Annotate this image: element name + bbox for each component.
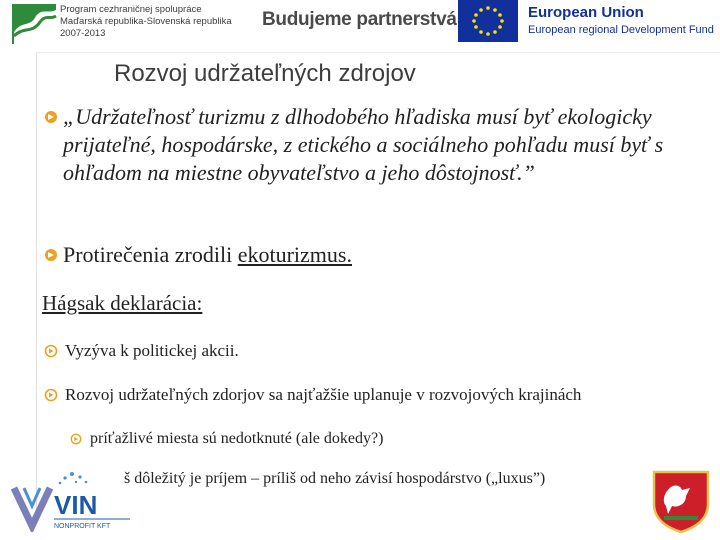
vin-logo-icon [10,470,135,532]
bullet-icon [44,248,58,262]
sub-bullet-icon [70,433,82,445]
eu-flag-icon [458,0,518,42]
eu-subtitle: European regional Development Fund [528,24,714,36]
declaration-item: Vyzýva k politickej akcii. [65,341,239,360]
eu-title: European Union [528,4,644,21]
header-logo-band [0,0,720,52]
coat-of-arms-icon [650,468,712,534]
vin-subtitle: NONPROFIT KFT [54,523,111,530]
program-text [60,4,232,40]
contradictions-text: Protirečenia zrodili [63,242,238,267]
contradictions-bullet [63,242,352,268]
bullet-icon [44,344,58,358]
bullet-icon [44,110,58,124]
vin-name: VIN [54,490,98,520]
program-logo-icon [10,2,60,46]
declaration-subitem: príťažlivé miesta sú nedotknuté (ale dokedy?) [90,430,384,447]
bullet-icon [44,388,58,402]
program-line-1: Program cezhraničnej spolupráce [60,4,202,15]
declaration-heading: Hágsak deklarácia: [42,291,203,315]
slide-title: Rozvoj udržateľných zdrojov [114,60,416,87]
declaration-item: Rozvoj udržateľných zdorjov sa najťažšie uplanuje v rozvojových krajinách [65,385,582,404]
declaration-item-partial: š dôležitý je príjem – príliš od neho závisí hospodárstvo („luxus”) [124,470,546,487]
program-line-3: 2007-2013 [60,28,106,39]
ecotourism-link[interactable]: ekoturizmus. [237,242,352,267]
program-line-2: Maďarská republika-Slovenská republika [60,16,232,27]
partnership-slogan: Budujeme partnerstvá [262,9,457,30]
quote-bullet: „Udržateľnosť turizmu z dlhodobého hľadiska musí byť ekologicky prijateľné, hospodárske, z etického a sociálneho pohľadu musí byť s ohľadom na miestne obyvateľstvo a jeho dôstojnosť.” [63,104,664,185]
